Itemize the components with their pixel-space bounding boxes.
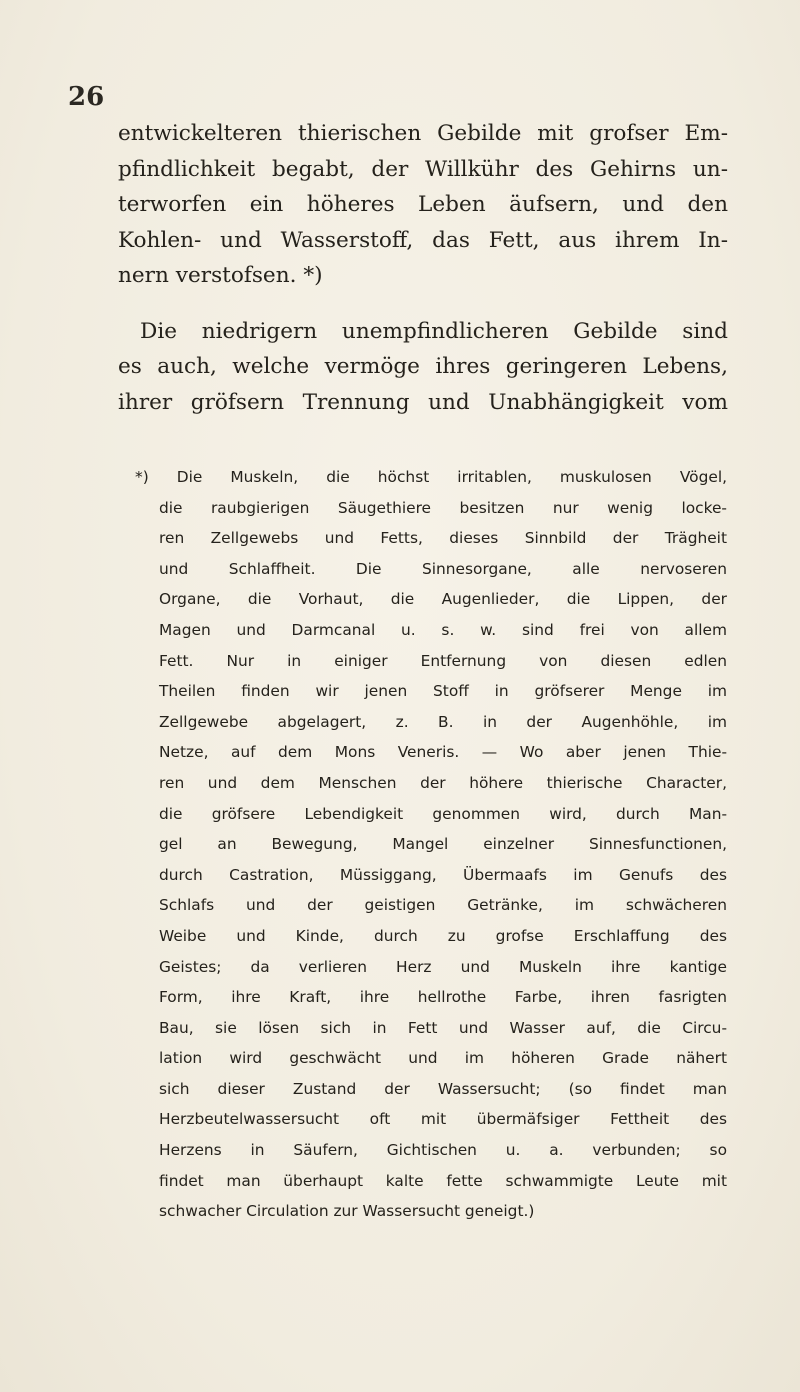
main-paragraph-2 bbox=[118, 314, 728, 421]
footnote-line: Herzbeutelwassersucht oft mit übermäfsiger Fettheit des bbox=[159, 1110, 727, 1129]
footnote-line: Netze, auf dem Mons Veneris. — Wo aber jenen Thie- bbox=[159, 743, 727, 762]
footnote-line: findet man überhaupt kalte fette schwammigte Leute mit bbox=[159, 1171, 727, 1190]
footnote-line: ren und dem Menschen der höhere thierische Character, bbox=[159, 773, 727, 792]
footnote-line: Herzens in Säufern, Gichtischen u. a. verbunden; so bbox=[159, 1141, 727, 1160]
footnote-line: Magen und Darmcanal u. s. w. sind frei von allem bbox=[159, 620, 727, 639]
footnote-line: gel an Bewegung, Mangel einzelner Sinnesfunctionen, bbox=[159, 835, 727, 854]
text-line: entwickelteren thierischen Gebilde mit grofser Em- bbox=[118, 121, 728, 146]
main-paragraph-1 bbox=[118, 116, 728, 294]
main-text bbox=[118, 116, 728, 420]
footnote-line: Schlafs und der geistigen Getränke, im schwächeren bbox=[159, 896, 727, 915]
footnote-line: Bau, sie lösen sich in Fett und Wasser auf, die Circu- bbox=[159, 1018, 727, 1037]
footnote-line: Form, ihre Kraft, ihre hellrothe Farbe, ihren fasrigten bbox=[159, 988, 727, 1007]
footnote-line: sich dieser Zustand der Wassersucht; (so findet man bbox=[159, 1079, 727, 1098]
text-line: es auch, welche vermöge ihres geringeren Lebens, bbox=[118, 354, 728, 379]
footnote-line: die raubgierigen Säugethiere besitzen nur wenig locke- bbox=[159, 498, 727, 517]
footnote-line: Theilen finden wir jenen Stoff in gröfserer Menge im bbox=[159, 682, 727, 701]
footnote-line: Weibe und Kinde, durch zu grofse Erschlaffung des bbox=[159, 926, 727, 945]
footnote-line: Zellgewebe abgelagert, z. B. in der Augenhöhle, im bbox=[159, 712, 727, 731]
text-line: ihrer gröfsern Trennung und Unabhängigkeit vom bbox=[118, 389, 728, 415]
footnote-line: ren Zellgewebs und Fetts, dieses Sinnbild der Trägheit bbox=[159, 529, 727, 548]
page-number: 26 bbox=[68, 82, 105, 112]
footnote-line: die gröfsere Lebendigkeit genommen wird, durch Man- bbox=[159, 804, 727, 823]
footnote-line: Geistes; da verlieren Herz und Muskeln ihre kantige bbox=[159, 957, 727, 976]
footnote-line: und Schlaffheit. Die Sinnesorgane, alle nervoseren bbox=[159, 559, 727, 578]
text-line: Die niedrigern unempfindlicheren Gebilde sind bbox=[140, 318, 728, 344]
footnote-line: *) Die Muskeln, die höchst irritablen, muskulosen Vögel, bbox=[135, 468, 727, 486]
footnote-line: Fett. Nur in einiger Entfernung von diesen edlen bbox=[159, 651, 727, 670]
footnote bbox=[135, 462, 727, 1227]
footnote-line: lation wird geschwächt und im höheren Grade nähert bbox=[159, 1049, 727, 1068]
text-line: nern verstofsen. *) bbox=[118, 263, 323, 288]
footnote-line: durch Castration, Müssiggang, Übermaafs im Genufs des bbox=[159, 865, 727, 884]
footnote-line: Organe, die Vorhaut, die Augenlieder, die Lippen, der bbox=[159, 590, 727, 609]
text-line: pfindlichkeit begabt, der Willkühr des Gehirns un- bbox=[118, 156, 728, 182]
paragraph-gap bbox=[118, 294, 728, 314]
text-line: Kohlen- und Wasserstoff, das Fett, aus ihrem In- bbox=[118, 227, 728, 253]
text-line: terworfen ein höheres Leben äufsern, und den bbox=[118, 192, 728, 217]
footnote-line: schwacher Circulation zur Wassersucht geneigt.) bbox=[159, 1202, 535, 1221]
